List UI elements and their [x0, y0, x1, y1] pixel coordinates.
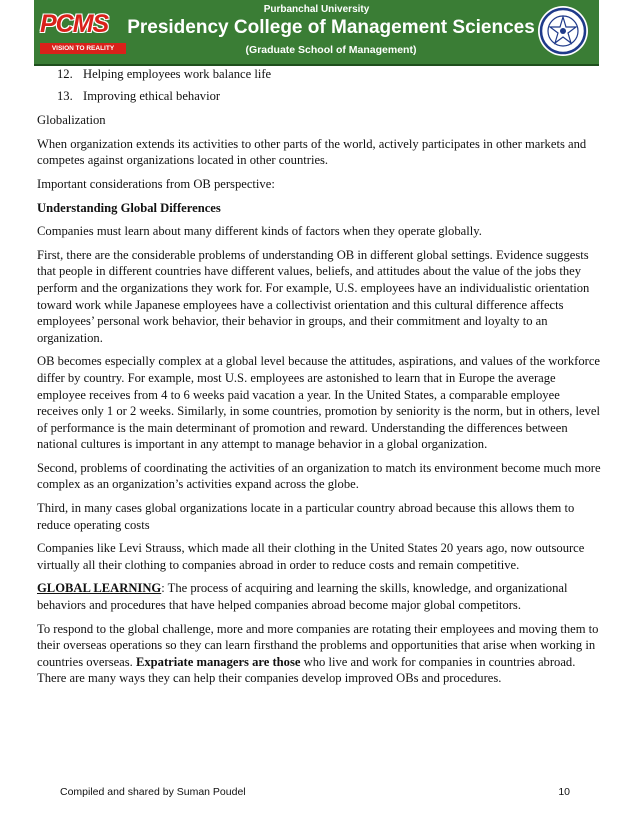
page-body: [37, 66, 603, 694]
global-learning-term: GLOBAL LEARNING: [37, 581, 162, 596]
footer-credit: Compiled and shared by Suman Poudel: [60, 786, 246, 798]
paragraph-important: Important considerations from OB perspective:: [37, 176, 275, 191]
heading-understanding-global-differences: Understanding Global Differences: [37, 200, 221, 215]
logo-text: PCMS: [40, 10, 109, 38]
paragraph-levi-strauss: Companies like Levi Strauss, which made all their clothing in the United States 20 years ago, now outsource virtually all their clothing to companies abroad in order to reduce costs and remain competitive.: [37, 541, 585, 572]
university-seal-icon: [537, 5, 589, 57]
list-item: [37, 66, 603, 83]
paragraph-second: Second, problems of coordinating the activities of an organization to match its environment become much more complex as an organization’s activities expand across the globe.: [37, 460, 601, 492]
expatriate-term: Expatriate managers are those: [135, 654, 301, 669]
paragraph-ob-complex: OB becomes especially complex at a global level because the attitudes, aspirations, and values of the workforce differ by country. For example, most U.S. employees are astonished to learn that in Europe the average employee receives from 4 to 6 weeks paid vacation a year. In the United States, a comparable employee receives only 1 or 2 weeks. Similarly, in some countries, promotion by seniority is the norm, but in others, level of performance is the main determinant of promotion and reward. Understanding the differences between national cultures is important in any attempt to manage behavior in a global organization.: [37, 354, 601, 452]
college-subtitle: (Graduate School of Management): [245, 44, 417, 56]
paragraph-global-learning: [37, 580, 603, 613]
respond-text-a: To respond to the global challenge, more and more companies are rotating their employees and moving them to their overseas operations so they can learn firsthand the problems and opportunities that arise when working in countries overseas.: [37, 621, 599, 669]
list-number: 12.: [57, 67, 73, 81]
paragraph-third: Third, in many cases global organizations locate in a particular country abroad because this allows them to reduce operating costs: [37, 501, 575, 532]
college-name: Presidency College of Management Sciences: [127, 17, 535, 38]
logo-tagline: VISION TO REALITY: [40, 43, 126, 54]
page-number: 10: [558, 786, 570, 798]
heading-globalization: Globalization: [37, 113, 106, 128]
list-text: Helping employees work balance life: [83, 67, 272, 81]
list-number: 13.: [57, 88, 73, 103]
list-text: Improving ethical behavior: [83, 88, 221, 103]
respond-text-b: who live and work for companies in countries abroad. There are many ways they can help their companies develop improved OBs and procedures.: [37, 654, 576, 686]
paragraph-companies-learn: Companies must learn about many different kinds of factors when they operate globally.: [37, 224, 482, 239]
paragraph-respond: [37, 621, 603, 687]
university-name: Purbanchal University: [263, 4, 370, 15]
header-banner: [34, 0, 599, 66]
global-learning-definition: : The process of acquiring and learning the skills, knowledge, and organizational behaviors and procedures that have helped companies abroad become major global competitors.: [37, 581, 568, 613]
paragraph-first: First, there are the considerable problems of understanding OB in different global settings. Evidence suggests that people in different countries have different values, beliefs, and attitudes about the value of the jobs they perform and the organizations they work for. For example, U.S. employees have an individualistic orientation toward work while Japanese employees have a collectivist orientation and this cultural difference affects employees’ personal work behavior, their behavior in groups, and their commitment and loyalty to an organization.: [37, 247, 590, 345]
list-item: [37, 88, 603, 105]
paragraph-globalization: When organization extends its activities to other parts of the world, actively participates in other markets and competes against organizations located in other countries.: [37, 136, 587, 168]
